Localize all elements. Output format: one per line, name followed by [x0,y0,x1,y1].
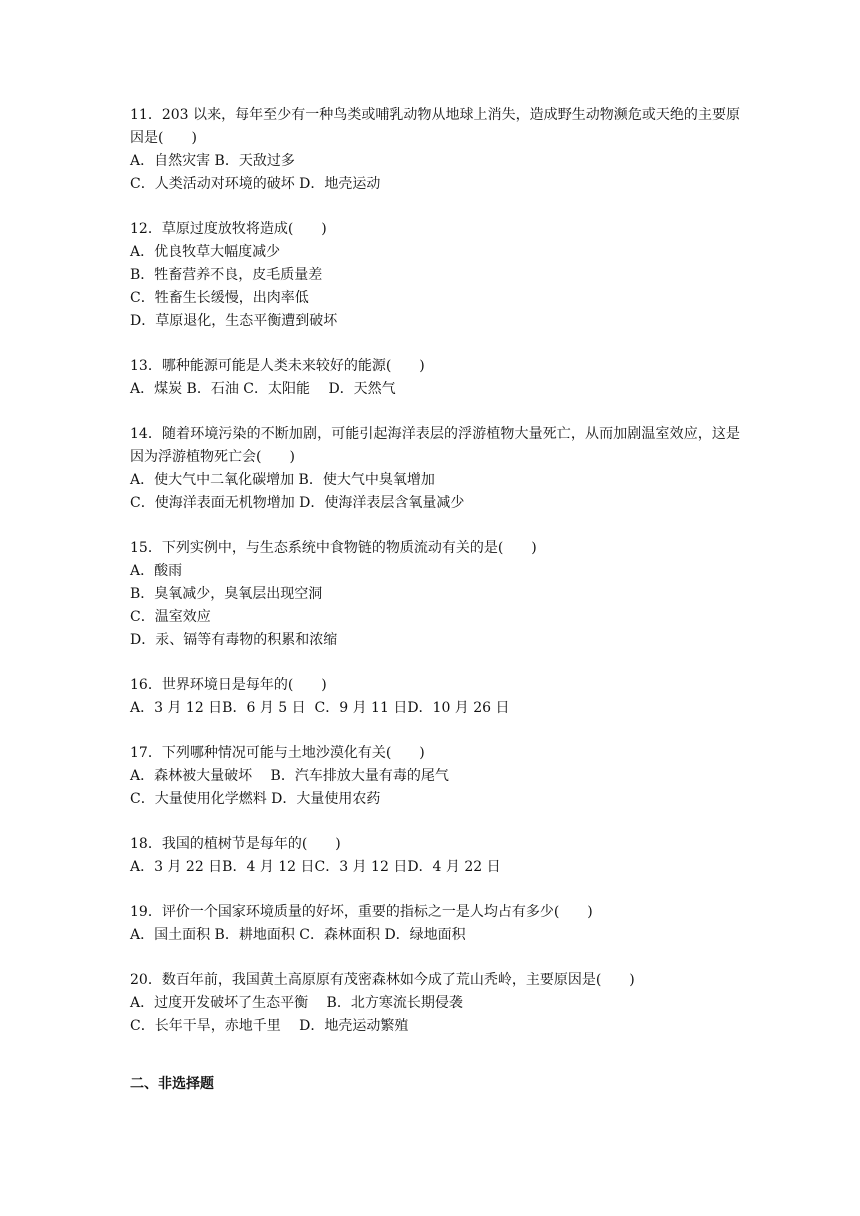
option-line: A．自然灾害 B．天敌过多 [130,153,295,169]
option-line: D．汞、镉等有毒物的积累和浓缩 [130,632,338,648]
option-line: B．臭氧减少，臭氧层出现空洞 [130,586,323,602]
option-line: C．大量使用化学燃料 D．大量使用农药 [130,791,381,807]
option-line: B．牲畜营养不良，皮毛质量差 [130,267,323,283]
option-line: A．优良牧草大幅度减少 [130,244,281,260]
question-12 [130,218,740,333]
question-20 [130,969,740,1038]
question-stem: 18．我国的植树节是每年的( ) [130,836,341,852]
option-line: A．煤炭 B．石油 C．太阳能 D．天然气 [130,381,396,397]
question-stem: 20．数百年前，我国黄土高原原有茂密森林如今成了荒山秃岭，主要原因是( ) [130,972,635,988]
question-stem: 12．草原过度放牧将造成( ) [130,221,327,237]
question-stem: 14．随着环境污染的不断加剧，可能引起海洋表层的浮游植物大量死亡，从而加剧温室效应，这是因为浮游植物死亡会( ) [130,426,740,465]
option-line: C．使海洋表面无机物增加 D．使海洋表层含氧量减少 [130,495,465,511]
option-line: A．国土面积 B．耕地面积 C．森林面积 D．绿地面积 [130,927,466,943]
option-line: C．人类活动对环境的破坏 D．地壳运动 [130,176,381,192]
option-line: C．牲畜生长缓慢，出肉率低 [130,290,309,306]
option-line: A．3 月 12 日B．6 月 5 日 C．9 月 11 日D．10 月 26 日 [130,700,510,716]
option-line: A．过度开发破坏了生态平衡 B．北方寒流长期侵袭 [130,995,463,1011]
question-stem: 17．下列哪种情况可能与土地沙漠化有关( ) [130,745,425,761]
question-stem: 19．评价一个国家环境质量的好坏，重要的指标之一是人均占有多少( ) [130,904,593,920]
option-line: A．森林被大量破坏 B．汽车排放大量有毒的尾气 [130,768,449,784]
option-line: A．使大气中二氧化碳增加 B．使大气中臭氧增加 [130,472,435,488]
question-15 [130,537,740,652]
question-list [130,104,740,1060]
section-title: 二、非选择题 [130,1076,214,1092]
option-line: A．酸雨 [130,563,183,579]
question-stem: 15．下列实例中，与生态系统中食物链的物质流动有关的是( ) [130,540,537,556]
question-14 [130,423,740,515]
option-line: C．长年干旱，赤地千里 D．地壳运动繁殖 [130,1018,409,1034]
question-16 [130,674,740,720]
question-13 [130,355,740,401]
question-stem: 16．世界环境日是每年的( ) [130,677,327,693]
question-stem: 13．哪种能源可能是人类未来较好的能源( ) [130,358,425,374]
question-17 [130,742,740,811]
question-stem: 11．203 以来，每年至少有一种鸟类或哺乳动物从地球上消失，造成野生动物濒危或天绝的主要原因是( ) [130,107,740,146]
question-11 [130,104,740,196]
question-19 [130,901,740,947]
option-line: A．3 月 22 日B．4 月 12 日C．3 月 12 日D．4 月 22 日 [130,859,501,875]
option-line: D．草原退化，生态平衡遭到破坏 [130,313,338,329]
option-line: C．温室效应 [130,609,211,625]
question-18 [130,833,740,879]
